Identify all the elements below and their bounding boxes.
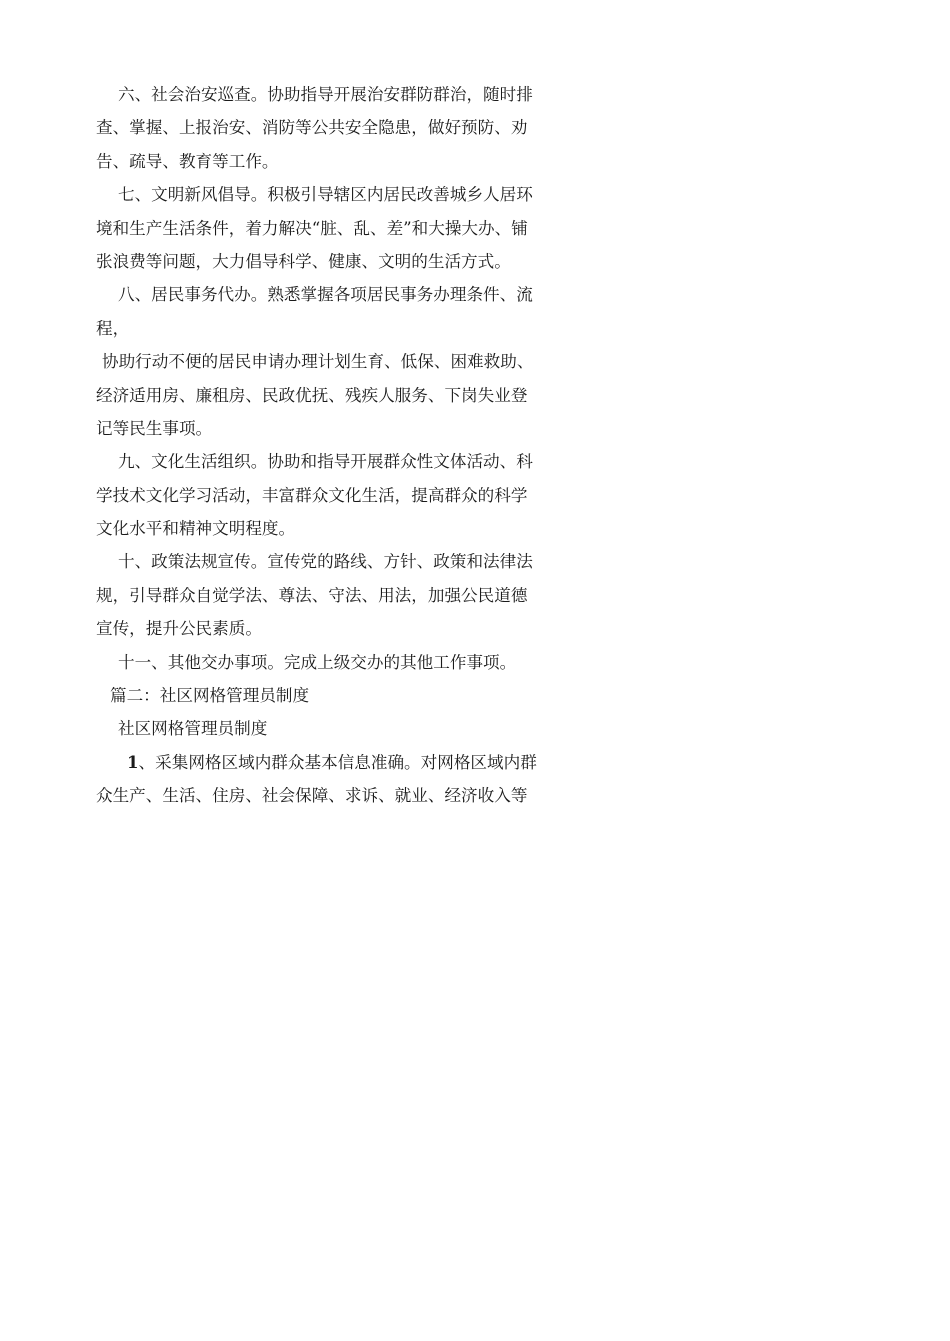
paragraph-line: 宣传，提升公民素质。 (96, 619, 262, 639)
paragraph-line: 告、疏导、教育等工作。 (96, 151, 279, 171)
paragraph-line: 学技术文化学习活动，丰富群众文化生活，提高群众的科学 (96, 485, 528, 505)
paragraph-line: 协助行动不便的居民申请办理计划生育、低保、困难救助、 (102, 352, 534, 372)
paragraph-line: 查、掌握、上报治安、消防等公共安全隐患，做好预防、劝 (96, 118, 528, 138)
paragraph-line: 十、政策法规宣传。宣传党的路线、方针、政策和法律法 (118, 552, 533, 572)
paragraph-line: 程， (96, 318, 130, 338)
paragraph-line: 规，引导群众自觉学法、尊法、守法、用法，加强公民道德 (96, 585, 528, 605)
section-heading: 篇二：社区网格管理员制度 (110, 686, 310, 706)
paragraph-line: 九、文化生活组织。协助和指导开展群众性文体活动、科 (118, 452, 533, 472)
paragraph-line: 记等民生事项。 (96, 418, 213, 438)
paragraph-line: 境和生产生活条件，着力解决“脏、乱、差”和大操大办、铺 (96, 218, 528, 238)
paragraph-line: 七、文明新风倡导。积极引导辖区内居民改善城乡人居环 (118, 185, 533, 205)
section-title: 社区网格管理员制度 (118, 719, 268, 739)
paragraph-line: 文化水平和精神文明程度。 (96, 519, 296, 539)
paragraph-line: 八、居民事务代办。熟悉掌握各项居民事务办理条件、流 (118, 285, 533, 305)
paragraph-line: 经济适用房、廉租房、民政优抚、残疾人服务、下岗失业登 (96, 385, 528, 405)
paragraph-line: 六、社会治安巡查。协助指导开展治安群防群治，随时排 (118, 85, 533, 104)
paragraph-line: 十一、其他交办事项。完成上级交办的其他工作事项。 (118, 652, 517, 672)
item-number: 1 (127, 751, 139, 772)
item-text: 、采集网格区域内群众基本信息准确。对网格区域内群 (138, 752, 537, 772)
numbered-item-line (96, 746, 542, 779)
paragraph-line: 张浪费等问题，大力倡导科学、健康、文明的生活方式。 (96, 251, 511, 271)
document-body (96, 78, 542, 813)
paragraph-line: 众生产、生活、住房、社会保障、求诉、就业、经济收入等 (96, 786, 528, 806)
